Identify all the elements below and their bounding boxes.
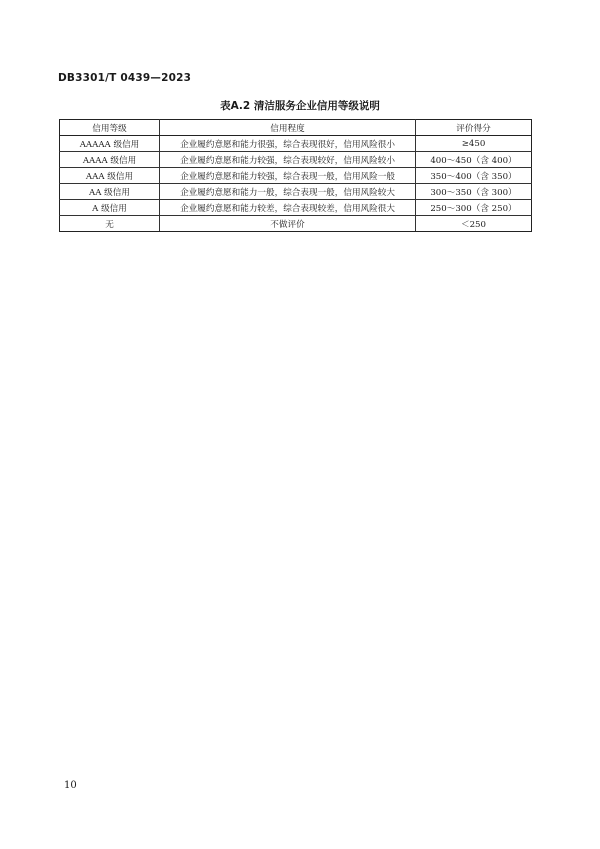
cell-credit-level: A 级信用 (60, 200, 160, 216)
table-title: 表A.2 清洁服务企业信用等级说明 (220, 100, 380, 112)
cell-score: 300～350（含 300） (416, 184, 532, 200)
cell-credit-level: AAAAA 级信用 (60, 136, 160, 152)
cell-credit-level: AAA 级信用 (60, 168, 160, 184)
page-number: 10 (64, 780, 77, 791)
column-header-credit-degree: 信用程度 (160, 120, 416, 136)
cell-credit-degree: 企业履约意愿和能力较强，综合表现一般，信用风险一般 (160, 168, 416, 184)
document-code: DB3301/T 0439—2023 (58, 72, 192, 84)
cell-credit-level: AA 级信用 (60, 184, 160, 200)
cell-credit-degree: 不做评价 (160, 216, 416, 232)
table-header-row (60, 120, 532, 136)
table-row (60, 200, 532, 216)
column-header-credit-level: 信用等级 (60, 120, 160, 136)
cell-score: 350～400（含 350） (416, 168, 532, 184)
cell-score: ≥450 (416, 136, 532, 152)
table-row (60, 168, 532, 184)
cell-credit-degree: 企业履约意愿和能力一般，综合表现一般，信用风险较大 (160, 184, 416, 200)
cell-credit-degree: 企业履约意愿和能力很强，综合表现很好，信用风险很小 (160, 136, 416, 152)
cell-credit-degree: 企业履约意愿和能力较差，综合表现较差，信用风险很大 (160, 200, 416, 216)
column-header-score: 评价得分 (416, 120, 532, 136)
table-row (60, 152, 532, 168)
cell-credit-degree: 企业履约意愿和能力较强，综合表现较好，信用风险较小 (160, 152, 416, 168)
credit-level-table (59, 119, 532, 232)
cell-score: 400～450（含 400） (416, 152, 532, 168)
cell-score: 250～300（含 250） (416, 200, 532, 216)
table-row (60, 184, 532, 200)
table-row (60, 216, 532, 232)
cell-credit-level: AAAA 级信用 (60, 152, 160, 168)
cell-score: ＜250 (416, 216, 532, 232)
table-row (60, 136, 532, 152)
cell-credit-level: 无 (60, 216, 160, 232)
